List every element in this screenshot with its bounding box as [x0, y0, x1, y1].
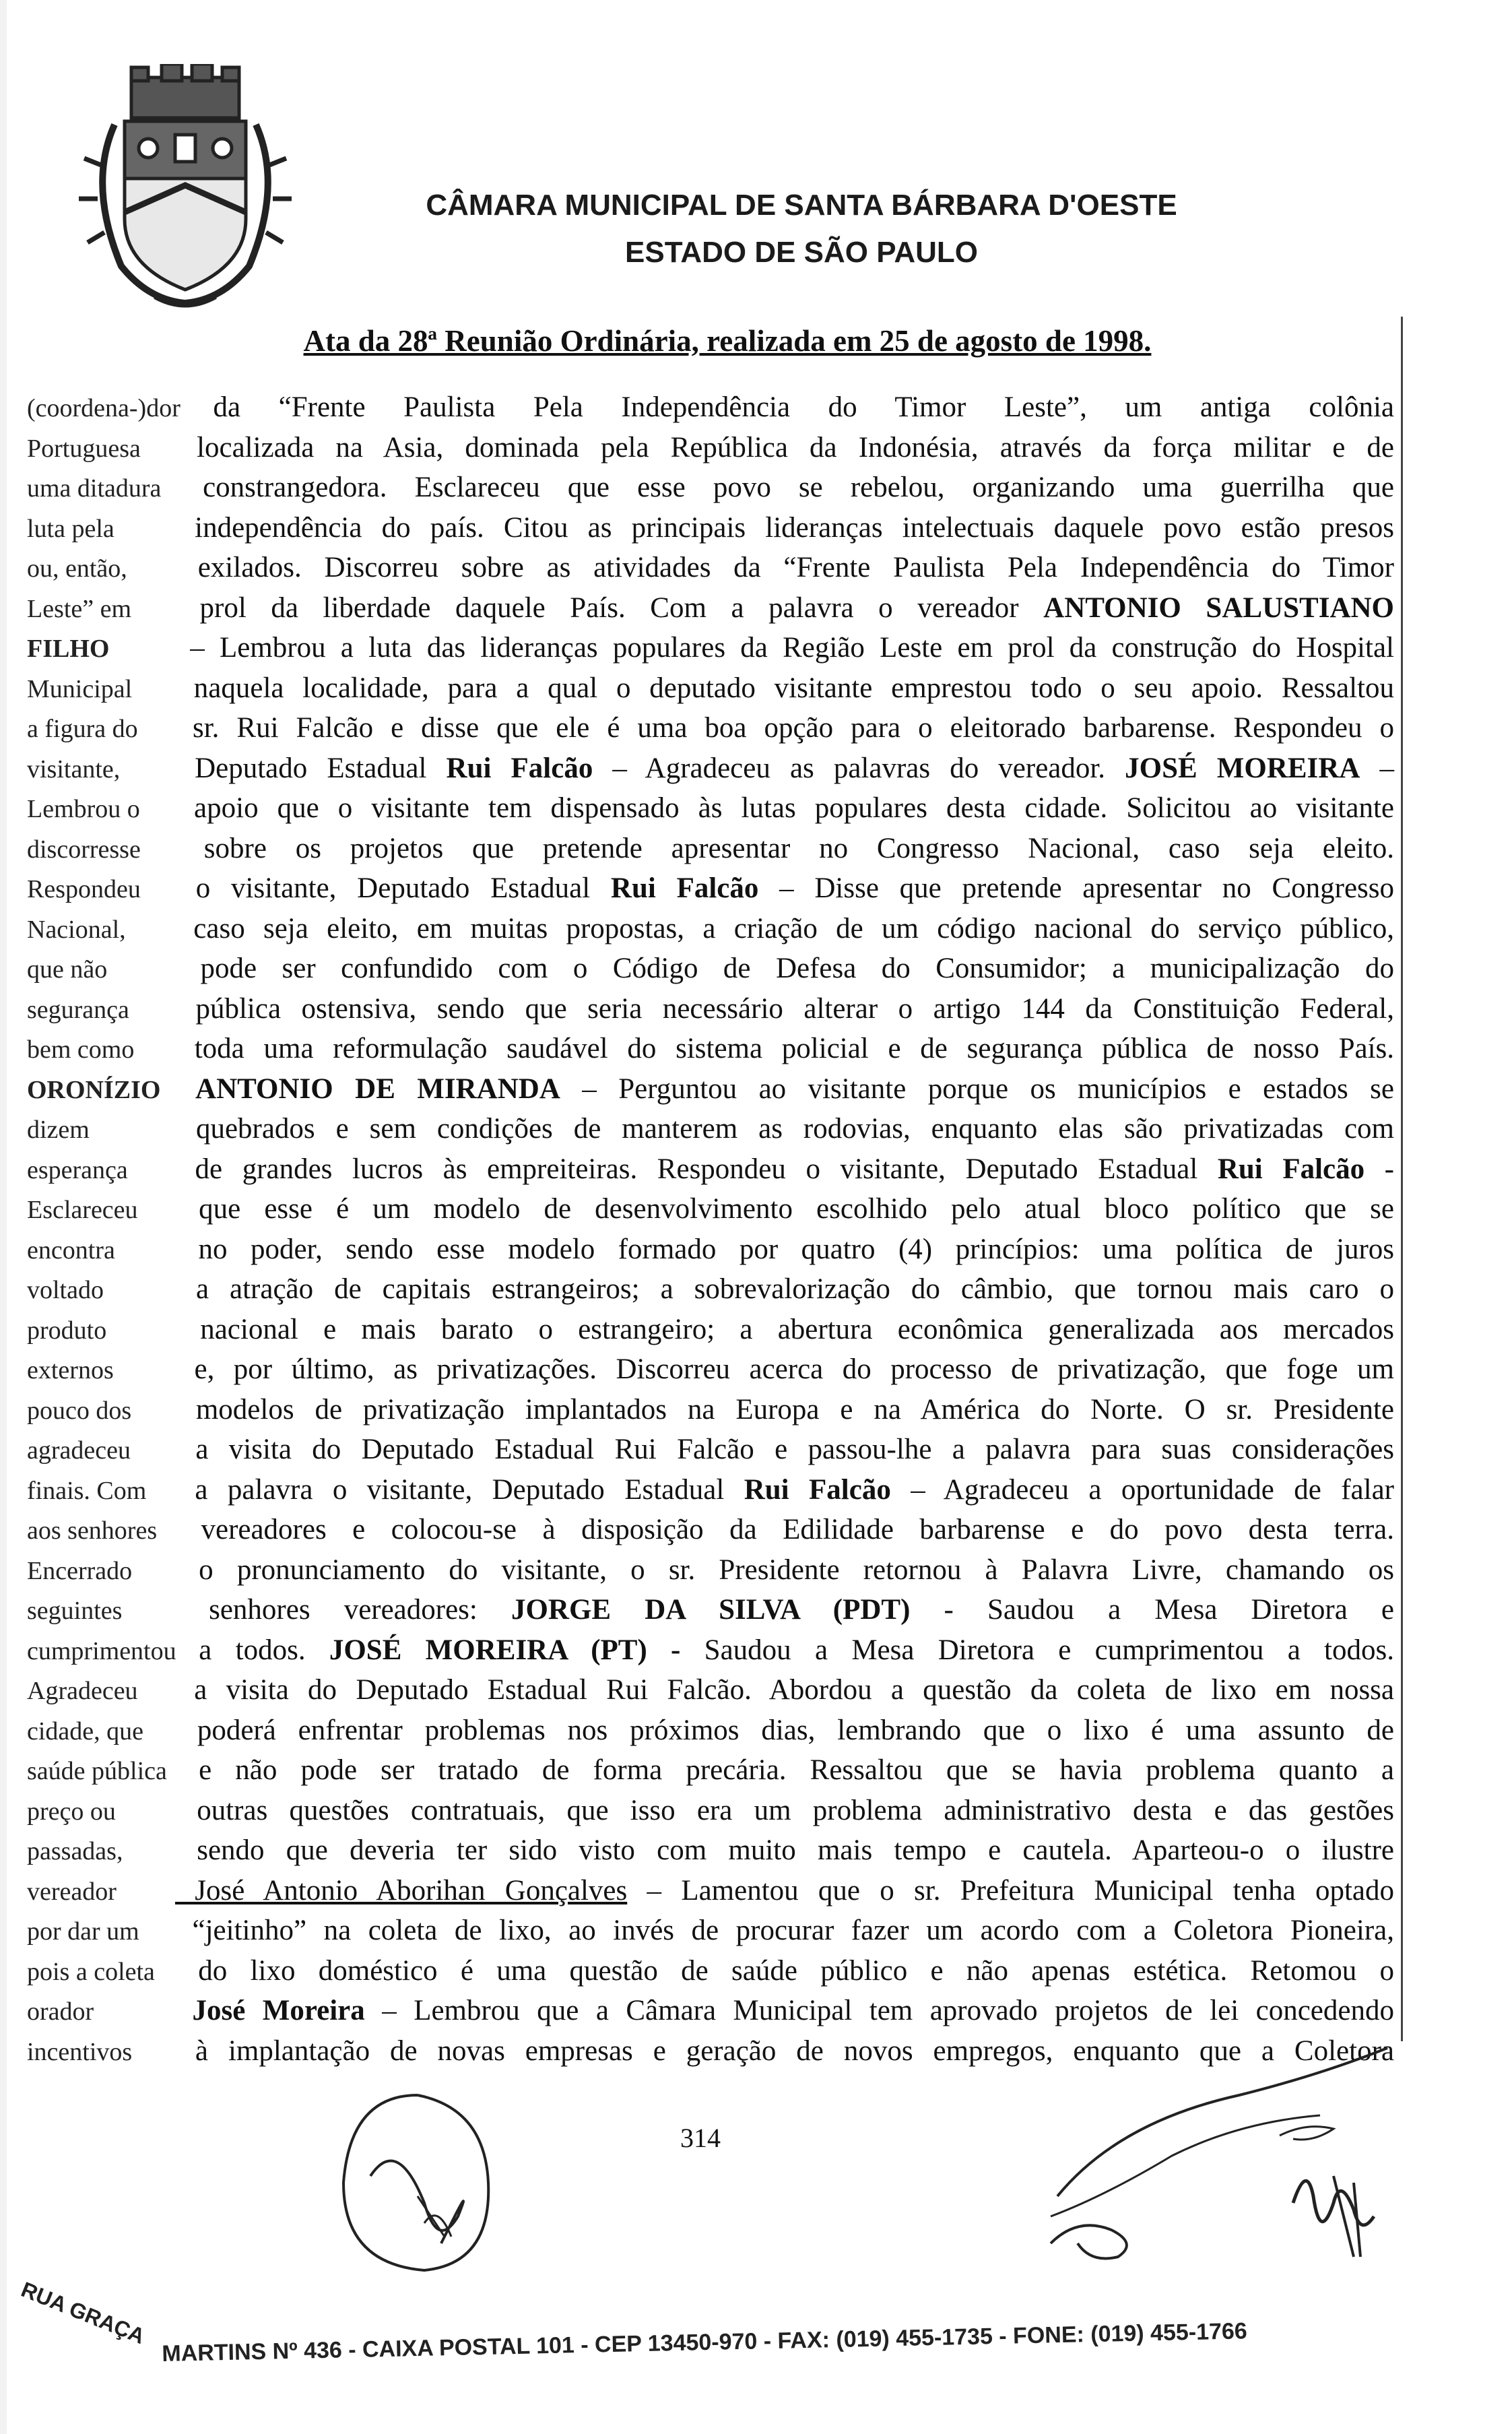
margin-fragment: FILHO: [27, 635, 110, 663]
text-segment: – Agradeceu as palavras do vereador.: [593, 752, 1125, 784]
institution-state: ESTADO DE SÃO PAULO: [625, 236, 978, 269]
line-text: [175, 1951, 1394, 1991]
line-text: [175, 1069, 1394, 1110]
minutes-body: [27, 387, 1394, 2071]
text-line: [27, 788, 1394, 829]
line-text: [175, 1670, 1394, 1710]
text-segment: da “Frente Paulista Pela Independência do Timor Leste”, um antiga colônia: [175, 391, 1394, 423]
line-text: [175, 1029, 1394, 1069]
page-footer: [18, 2277, 1414, 2385]
text-segment: – Lamentou que o sr. Prefeitura Municipal tenha optado: [627, 1874, 1395, 1907]
text-line: [27, 1830, 1394, 1871]
text-line: [27, 1951, 1394, 1991]
margin-fragment: segurança: [27, 995, 129, 1024]
text-line: [27, 1991, 1394, 2031]
margin-fragment: finais. Com: [27, 1476, 147, 1505]
institution-header: [350, 182, 1253, 276]
text-segment: a atração de capitais estrangeiros; a sobrevalorização do câmbio, que tornou mais caro o: [175, 1273, 1394, 1305]
text-segment: e, por último, as privatizações. Discorreu acerca do processo de privatização, que foge um: [175, 1353, 1394, 1385]
margin-fragment: uma ditadura: [27, 474, 162, 503]
text-line: [27, 1069, 1394, 1110]
text-line: [27, 1029, 1394, 1069]
text-segment: sobre os projetos que pretende apresentar no Congresso Nacional, caso seja eleito.: [175, 832, 1394, 864]
text-segment: a todos.: [175, 1634, 329, 1666]
line-text: [175, 508, 1394, 548]
text-line: [27, 748, 1394, 789]
text-segment: “jeitinho” na coleta de lixo, ao invés de procurar fazer um acordo com a Coletora Pioneira,: [175, 1915, 1394, 1946]
text-line: [27, 508, 1394, 548]
margin-fragment: luta pela: [27, 514, 114, 543]
line-text: [175, 1590, 1394, 1630]
margin-fragment: pois a coleta: [27, 1957, 155, 1986]
line-text: [175, 1349, 1394, 1390]
text-segment: independência do país. Citou as principais lideranças intelectuais daquele povo estão presos: [175, 511, 1394, 544]
margin-fragment: passadas,: [27, 1837, 123, 1865]
text-line: [27, 387, 1394, 428]
emphasized-text: Rui Falcão: [744, 1473, 891, 1506]
margin-fragment: dizem: [27, 1116, 90, 1144]
text-segment: poderá enfrentar problemas nos próximos dias, lembrando que o lixo é uma assunto de: [175, 1714, 1394, 1746]
right-margin-rule: [1401, 317, 1403, 2041]
text-line: [27, 1871, 1394, 1911]
minutes-title: Ata da 28ª Reunião Ordinária, realizada em 25 de agosto de 1998.: [303, 324, 1152, 358]
text-segment: toda uma reformulação saudável do sistema policial e de segurança pública de nosso País.: [175, 1033, 1394, 1064]
margin-fragment: vereador: [27, 1877, 117, 1906]
text-segment: o pronunciamento do visitante, o sr. Presidente retornou à Palavra Livre, chamando os: [175, 1554, 1394, 1586]
emphasized-text: José Moreira: [175, 1995, 365, 2026]
line-text: [175, 1750, 1394, 1791]
institution-name: CÂMARA MUNICIPAL DE SANTA BÁRBARA D'OESTE: [426, 189, 1177, 222]
line-text: [175, 868, 1394, 909]
text-segment: –: [1360, 752, 1394, 784]
text-segment: que esse é um modelo de desenvolvimento escolhido pelo atual bloco político que se: [175, 1193, 1394, 1225]
text-line: [27, 1149, 1394, 1190]
line-text: [175, 1830, 1394, 1871]
text-segment: outras questões contratuais, que isso era um problema administrativo desta e das gestões: [175, 1794, 1394, 1826]
margin-fragment: Lembrou o: [27, 795, 140, 823]
text-segment: exilados. Discorreu sobre as atividades da “Frente Paulista Pela Independência do Timor: [175, 552, 1394, 583]
text-line: [27, 1109, 1394, 1149]
text-segment: - Saudou a Mesa Diretora e: [910, 1594, 1395, 1626]
line-text: [175, 708, 1394, 748]
text-segment: sendo que deveria ter sido visto com muito mais tempo e cautela. Aparteou-o o ilustre: [175, 1834, 1394, 1866]
margin-fragment: aos senhores: [27, 1516, 158, 1545]
text-segment: caso seja eleito, em muitas propostas, a criação de um código nacional do serviço público,: [175, 912, 1394, 944]
emphasized-text: Rui Falcão: [610, 872, 759, 904]
text-segment: senhores vereadores:: [175, 1594, 511, 1626]
margin-fragment: a figura do: [27, 715, 138, 743]
text-line: [27, 668, 1394, 709]
line-text: [175, 989, 1394, 1029]
emphasized-text: ANTONIO DE MIRANDA: [175, 1072, 560, 1105]
text-line: [27, 1349, 1394, 1390]
text-segment: modelos de privatização implantados na Europa e na América do Norte. O sr. Presidente: [175, 1393, 1394, 1426]
line-text: [175, 588, 1394, 629]
margin-fragment: Municipal: [27, 674, 133, 703]
footer-address-prefix: RUA GRAÇA: [18, 2277, 149, 2349]
emphasized-text: JOSÉ MOREIRA (PT) -: [329, 1634, 681, 1666]
text-line: [27, 1670, 1394, 1710]
margin-fragment: orador: [27, 1997, 94, 2026]
text-line: [27, 909, 1394, 949]
margin-fragment: bem como: [27, 1035, 135, 1064]
text-segment: o visitante, Deputado Estadual: [175, 872, 611, 904]
line-text: [175, 909, 1394, 949]
text-line: [27, 1750, 1394, 1791]
margin-fragment: voltado: [27, 1276, 104, 1304]
margin-fragment: cidade, que: [27, 1717, 144, 1746]
text-segment: pode ser confundido com o Código de Defesa do Consumidor; a municipalização do: [175, 953, 1394, 984]
text-line: [27, 708, 1394, 748]
text-line: [27, 548, 1394, 588]
text-segment: vereadores e colocou-se à disposição da Edilidade barbarense e do povo desta terra.: [175, 1514, 1394, 1545]
text-segment: Saudou a Mesa Diretora e cumprimentou a todos.: [680, 1634, 1394, 1666]
text-segment: a visita do Deputado Estadual Rui Falcão e passou-lhe a palavra para suas considerações: [175, 1434, 1394, 1465]
text-line: [27, 1189, 1394, 1229]
text-segment: à implantação de novas empresas e geração de novos empregos, enquanto que a Coletora: [175, 2035, 1394, 2067]
margin-fragment: Leste” em: [27, 594, 132, 623]
margin-fragment: Encerrado: [27, 1556, 133, 1585]
line-text: [175, 949, 1394, 989]
text-segment: localizada na Asia, dominada pela República da Indonésia, através da força militar e de: [175, 431, 1394, 463]
emphasized-text: Rui Falcão: [1217, 1153, 1365, 1185]
text-segment: nacional e mais barato o estrangeiro; a abertura econômica generalizada aos mercados: [175, 1313, 1394, 1345]
text-segment: constrangedora. Esclareceu que esse povo se rebelou, organizando uma guerrilha que: [175, 472, 1394, 503]
line-text: [175, 387, 1394, 428]
text-line: [27, 1550, 1394, 1591]
line-text: [175, 1269, 1394, 1310]
line-text: [175, 788, 1394, 829]
text-segment: do lixo doméstico é uma questão de saúde público e não apenas estética. Retomou o: [175, 1954, 1394, 1987]
text-segment: apoio que o visitante tem dispensado às lutas populares desta cidade. Solicitou ao visitante: [175, 792, 1394, 824]
text-line: [27, 1229, 1394, 1270]
text-line: [27, 1430, 1394, 1470]
coat-of-arms-icon: [74, 64, 296, 313]
margin-fragment: seguintes: [27, 1597, 123, 1625]
line-text: [175, 1189, 1394, 1229]
margin-fragment: esperança: [27, 1155, 128, 1184]
text-line: [27, 868, 1394, 909]
text-segment: a visita do Deputado Estadual Rui Falcão. Abordou a questão da coleta de lixo em nossa: [175, 1674, 1394, 1706]
text-line: [27, 628, 1394, 668]
text-segment: prol da liberdade daquele País. Com a palavra o vereador: [175, 591, 1044, 624]
emphasized-text: JOSÉ MOREIRA: [1125, 752, 1360, 784]
line-text: [175, 1550, 1394, 1591]
signature-right-image: [1037, 2041, 1401, 2270]
margin-fragment: saúde pública: [27, 1757, 167, 1785]
line-text: [175, 829, 1394, 869]
line-text: [175, 1710, 1394, 1751]
underlined-name: José Antonio Aborihan Gonçalves: [175, 1874, 628, 1907]
text-line: [27, 1390, 1394, 1430]
text-line: [27, 1510, 1394, 1550]
margin-fragment: preço ou: [27, 1797, 116, 1826]
text-line: [27, 588, 1394, 629]
line-text: [175, 1109, 1394, 1149]
text-segment: de grandes lucros às empreiteiras. Respondeu o visitante, Deputado Estadual: [175, 1153, 1218, 1185]
text-segment: naquela localidade, para a qual o deputado visitante emprestou todo o seu apoio. Ressaltou: [175, 672, 1394, 704]
text-segment: pública ostensiva, sendo que seria necessário alterar o artigo 144 da Constituição Federal,: [175, 992, 1394, 1025]
signature-left-image: [323, 2082, 512, 2284]
margin-fragment: Agradeceu: [27, 1677, 138, 1705]
text-segment: – Perguntou ao visitante porque os municípios e estados se: [560, 1072, 1394, 1105]
margin-fragment: Nacional,: [27, 915, 126, 944]
text-segment: e não pode ser tratado de forma precária. Ressaltou que se havia problema quanto a: [175, 1754, 1394, 1786]
text-line: [27, 428, 1394, 468]
text-line: [27, 1470, 1394, 1510]
text-line: [27, 468, 1394, 508]
footer-address: MARTINS Nº 436 - CAIXA POSTAL 101 - CEP 13450-970 - FAX: (019) 455-1735 - FONE: (019) 455-1766: [162, 2318, 1248, 2367]
page-number: 314: [680, 2123, 721, 2153]
text-line: [27, 829, 1394, 869]
text-line: [27, 949, 1394, 989]
text-line: [27, 1911, 1394, 1951]
line-text: [175, 1991, 1394, 2031]
line-text: [175, 1630, 1394, 1671]
line-text: [175, 1430, 1394, 1470]
line-text: [175, 1390, 1394, 1430]
text-line: [27, 1630, 1394, 1671]
margin-fragment: pouco dos: [27, 1396, 132, 1425]
text-segment: – Agradeceu a oportunidade de falar: [890, 1473, 1394, 1506]
line-text: [175, 548, 1394, 588]
margin-fragment: Portuguesa: [27, 434, 141, 463]
text-segment: -: [1365, 1153, 1394, 1185]
margin-fragment: discorresse: [27, 835, 141, 864]
line-text: [175, 748, 1394, 789]
margin-fragment: produto: [27, 1316, 107, 1345]
margin-fragment: cumprimentou: [27, 1636, 176, 1665]
line-text: [175, 1310, 1394, 1350]
line-text: [175, 1871, 1394, 1911]
margin-fragment: visitante,: [27, 755, 121, 783]
margin-fragment: agradeceu: [27, 1436, 131, 1465]
text-line: [27, 1710, 1394, 1751]
text-line: [27, 1590, 1394, 1630]
text-line: [27, 1310, 1394, 1350]
margin-fragment: que não: [27, 955, 108, 984]
line-text: [175, 1229, 1394, 1270]
text-segment: – Lembrou a luta das lideranças populares da Região Leste em prol da construção do Hospital: [175, 632, 1394, 664]
text-line: [27, 989, 1394, 1029]
text-segment: – Lembrou que a Câmara Municipal tem aprovado projetos de lei concedendo: [364, 1995, 1394, 2026]
margin-fragment: externos: [27, 1356, 114, 1384]
line-text: [175, 428, 1394, 468]
emphasized-text: JORGE DA SILVA (PDT): [511, 1594, 911, 1626]
line-text: [175, 1470, 1394, 1510]
margin-fragment: ou, então,: [27, 554, 127, 583]
margin-fragment: (coordena-)dor: [27, 394, 180, 422]
line-text: [175, 1791, 1394, 1831]
line-text: [175, 668, 1394, 709]
text-segment: quebrados e sem condições de manterem as rodovias, enquanto elas são privatizadas com: [175, 1113, 1394, 1145]
text-segment: Deputado Estadual: [175, 752, 447, 784]
margin-fragment: encontra: [27, 1236, 115, 1264]
line-text: [175, 468, 1394, 508]
line-text: [175, 1149, 1394, 1190]
margin-fragment: ORONÍZIO: [27, 1075, 161, 1104]
text-segment: no poder, sendo esse modelo formado por quatro (4) princípios: uma política de juros: [175, 1233, 1394, 1265]
margin-fragment: Respondeu: [27, 875, 141, 903]
emphasized-text: Rui Falcão: [446, 752, 593, 784]
line-text: [175, 628, 1394, 668]
margin-fragment: por dar um: [27, 1917, 139, 1946]
emphasized-text: ANTONIO SALUSTIANO: [1043, 591, 1394, 624]
text-segment: – Disse que pretende apresentar no Congresso: [758, 872, 1394, 904]
text-line: [27, 1269, 1394, 1310]
text-line: [27, 1791, 1394, 1831]
text-segment: sr. Rui Falcão e disse que ele é uma boa opção para o eleitorado barbarense. Respondeu o: [175, 712, 1394, 744]
margin-fragment: incentivos: [27, 2037, 133, 2066]
margin-fragment: Esclareceu: [27, 1196, 138, 1224]
line-text: [175, 1510, 1394, 1550]
line-text: [175, 1911, 1394, 1951]
text-segment: a palavra o visitante, Deputado Estadual: [175, 1473, 744, 1506]
